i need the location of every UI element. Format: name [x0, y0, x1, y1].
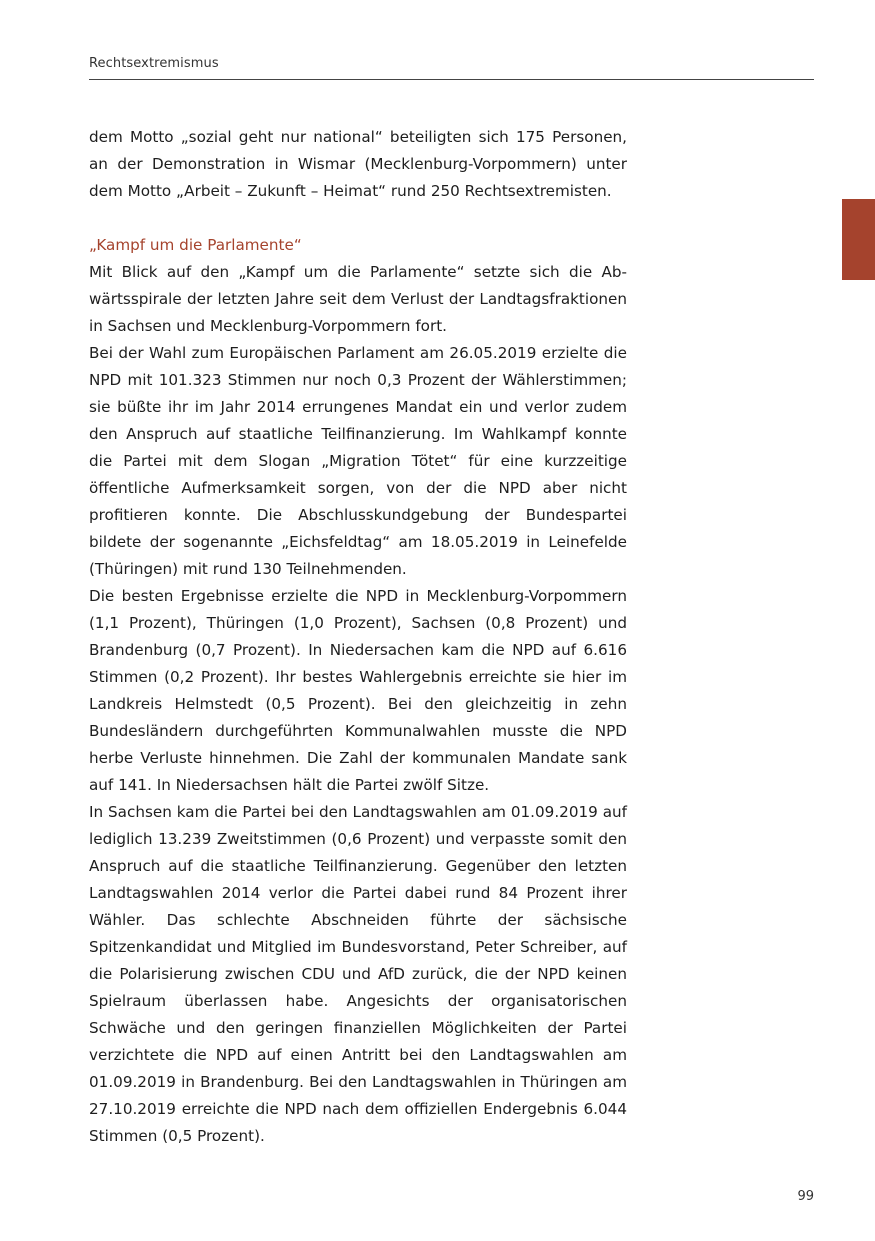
body-paragraph: Bei der Wahl zum Europäischen Parlament am 26.05.2019 erzielte die NPD mit 101.323 Stimmen nur noch 0,3 Prozent der Wählerstimmen; sie büßte ihr im Jahr 2014 errungenes Mandat ein und verlor zudem den Anspruch auf staatliche Teilfinanzierung. Im Wahlkampf konnte die Partei mit dem Slogan „Migration Tötet“ für eine kurzzeitige öffentliche Aufmerksamkeit sorgen, von der die NPD aber nicht profitieren konnte. Die Abschlusskundgebung der Bundespartei bildete der sogenannte „Eichsfeldtag“ am 18.05.2019 in Leinefelde (Thüringen) mit rund 130 Teilnehmenden.	[89, 344, 627, 578]
body-paragraph: In Sachsen kam die Partei bei den Landtagswahlen am 01.09.2019 auf lediglich 13.239 Zweitstimmen (0,6 Prozent) und verpasste somit den Anspruch auf die staatliche Teilfinanzierung. Gegenüber den letzten Landtagswahlen 2014 verlor die Partei dabei rund 84 Prozent ihrer Wähler. Das schlechte Abschneiden führte der sächsische Spitzenkandidat und Mitglied im Bundesvorstand, Peter Schreiber, auf die Polarisierung zwischen CDU und AfD zurück, die der NPD keinen Spielraum überlassen habe. Angesichts der organisatorischen Schwäche und den geringen finanziellen Möglichkeiten der Partei verzichtete die NPD auf einen Antritt bei den Landtagswahlen am 01.09.2019 in Brandenburg. Bei den Landtagswahlen in Thüringen am 27.10.2019 erreichte die NPD nach dem offiziellen Endergebnis 6.044 Stimmen (0,5 Prozent).	[89, 803, 627, 1145]
section-heading: „Kampf um die Parlamente“	[89, 236, 302, 254]
body-paragraph: Die besten Ergebnisse erzielte die NPD in Mecklenburg-Vorpommern (1,1 Prozent), Thüringen (1,0 Prozent), Sachsen (0,8 Prozent) und Brandenburg (0,7 Prozent). In Niedersachen kam die NPD auf 6.616 Stimmen (0,2 Prozent). Ihr bestes Wahlergebnis erreichte sie hier im Landkreis Helmstedt (0,5 Prozent). Bei den gleichzeitig in zehn Bundesländern durchgeführten Kommunalwahlen musste die NPD herbe Verluste hinnehmen. Die Zahl der kommunalen Mandate sank auf 141. In Niedersachsen hält die Partei zwölf Sitze.	[89, 587, 627, 794]
running-header: Rechtsextremismus	[89, 56, 219, 71]
body-paragraph: Mit Blick auf den „Kampf um die Parlamente“ setzte sich die Abwärtsspirale der letzten Jahre seit dem Verlust der Landtagsfraktionen in Sachsen und Mecklenburg-Vorpommern fort.	[89, 263, 627, 335]
chapter-tab-marker	[842, 199, 875, 280]
header-divider	[89, 79, 814, 80]
main-text-column	[89, 124, 627, 1150]
intro-paragraph: dem Motto „sozial geht nur national“ beteiligten sich 175 Personen, an der Demonstration in Wismar (Mecklenburg-Vorpommern) unter dem Motto „Arbeit – Zukunft – Heimat“ rund 250 Rechtsextremisten.	[89, 128, 627, 200]
page-number: 99	[797, 1189, 814, 1204]
